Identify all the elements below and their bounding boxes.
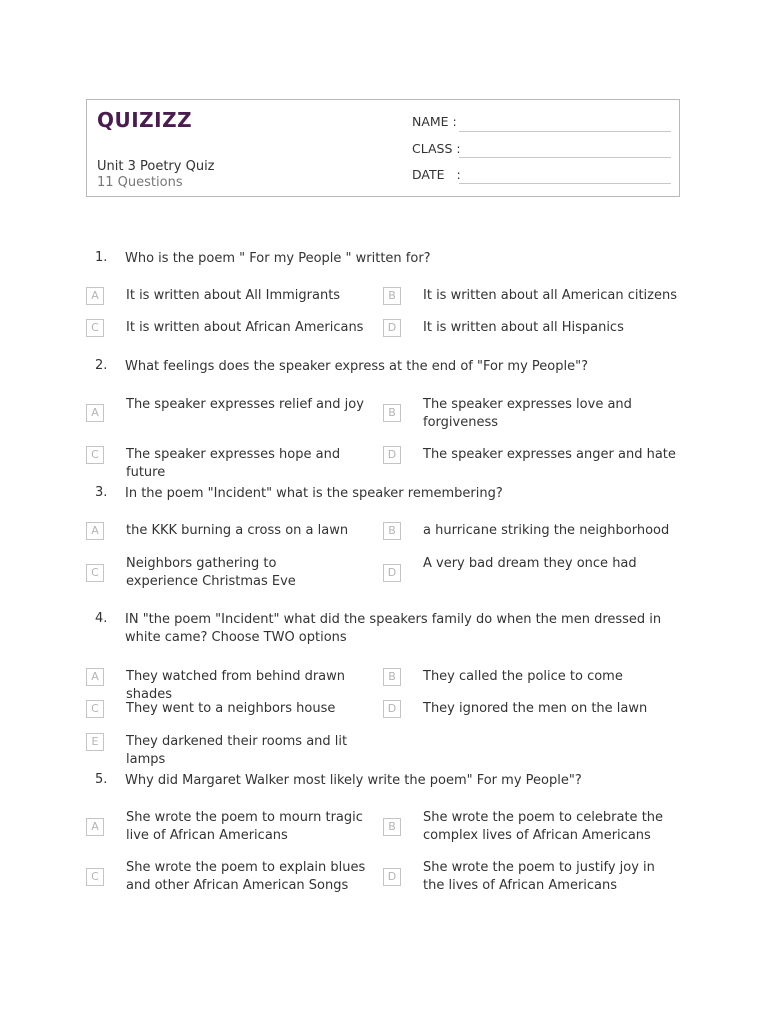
option-text: She wrote the poem to explain blues and other African American Songs (126, 860, 366, 893)
question-text: What feelings does the speaker express at the end of "For my People"? (125, 359, 588, 374)
option-text: Neighbors gathering to experience Christmas Eve (126, 556, 296, 589)
option-text: The speaker expresses love and forgiveness (423, 397, 632, 430)
option-text: They watched from behind drawn shades (126, 669, 346, 702)
option-letter-box: D (383, 564, 401, 582)
option-text: She wrote the poem to celebrate the complex lives of African Americans (423, 810, 664, 843)
option-letter-box: B (383, 287, 401, 305)
option-letter-box: A (86, 522, 104, 540)
option-text: a hurricane striking the neighborhood (423, 523, 670, 538)
option-letter-box: C (86, 700, 104, 718)
option-text: A very bad dream they once had (423, 556, 637, 571)
option-letter-box: D (383, 868, 401, 886)
question-number: 3. (95, 485, 108, 500)
option-letter-box: B (383, 668, 401, 686)
question-text: In the poem "Incident" what is the speaker remembering? (125, 486, 503, 501)
option-letter-box: A (86, 668, 104, 686)
option-letter-box: B (383, 522, 401, 540)
question-text: Who is the poem " For my People " written for? (125, 251, 431, 266)
option-letter-box: D (383, 700, 401, 718)
class-label: CLASS : (412, 141, 461, 156)
question-number: 1. (95, 250, 108, 265)
name-label: NAME : (412, 114, 457, 129)
question-number: 5. (95, 772, 108, 787)
quiz-title: Unit 3 Poetry Quiz (97, 159, 215, 174)
option-text: They went to a neighbors house (126, 701, 336, 716)
question-text: Why did Margaret Walker most likely write the poem" For my People"? (125, 773, 582, 788)
option-text: They darkened their rooms and lit lamps (126, 734, 348, 767)
date-label: DATE : (412, 167, 461, 182)
option-text: They ignored the men on the lawn (423, 701, 648, 716)
option-letter-box: C (86, 319, 104, 337)
option-text: It is written about all American citizens (423, 288, 677, 303)
question-number: 2. (95, 358, 108, 373)
option-letter-box: A (86, 287, 104, 305)
option-letter-box: D (383, 319, 401, 337)
class-line (459, 157, 671, 158)
option-letter-box: C (86, 868, 104, 886)
option-text: The speaker expresses hope and future (126, 447, 341, 480)
option-letter-box: E (86, 733, 104, 751)
option-text: It is written about African Americans (126, 320, 364, 335)
option-text: the KKK burning a cross on a lawn (126, 523, 349, 538)
worksheet-header (86, 99, 680, 197)
option-letter-box: B (383, 404, 401, 422)
option-text: It is written about All Immigrants (126, 288, 341, 303)
option-text: She wrote the poem to mourn tragic live of African Americans (126, 810, 363, 843)
option-text: She wrote the poem to justify joy in the lives of African Americans (423, 860, 655, 893)
option-text: The speaker expresses relief and joy (126, 397, 364, 412)
option-letter-box: A (86, 404, 104, 422)
option-letter-box: C (86, 446, 104, 464)
option-letter-box: C (86, 564, 104, 582)
question-number: 4. (95, 611, 108, 626)
question-count: 11 Questions (97, 175, 183, 190)
date-line (459, 183, 671, 184)
quizizz-logo: QUIZIZZ (97, 108, 193, 132)
name-line (459, 131, 671, 132)
option-text: It is written about all Hispanics (423, 320, 624, 335)
option-letter-box: B (383, 818, 401, 836)
option-letter-box: D (383, 446, 401, 464)
question-text: IN "the poem "Incident" what did the speakers family do when the men dressed in white came? Choose TWO options (125, 612, 662, 645)
option-text: They called the police to come (423, 669, 623, 684)
option-letter-box: A (86, 818, 104, 836)
option-text: The speaker expresses anger and hate (423, 447, 676, 462)
